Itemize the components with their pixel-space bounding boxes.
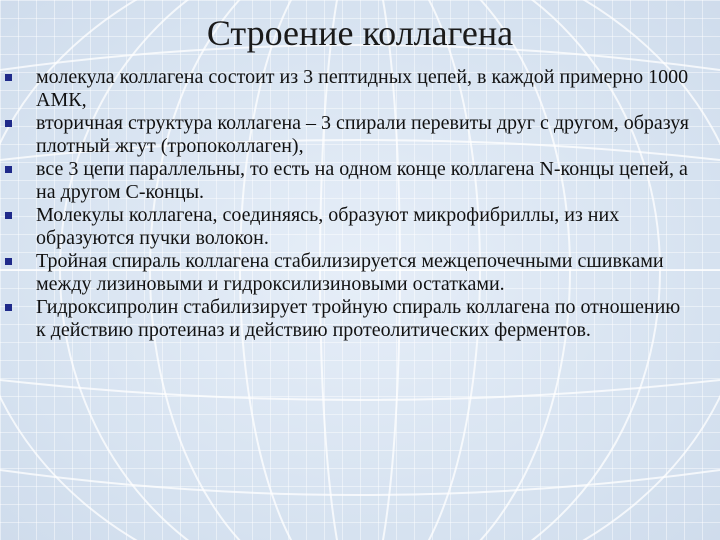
bullet-item bbox=[0, 66, 720, 112]
square-bullet-icon bbox=[5, 74, 12, 81]
bullet-item bbox=[0, 112, 720, 158]
bullet-item bbox=[0, 204, 720, 250]
square-bullet-icon bbox=[5, 212, 12, 219]
bullet-item bbox=[0, 158, 720, 204]
bullet-text: Молекулы коллагена, соединяясь, образуют микрофибриллы, из них образуются пучки волокон. bbox=[36, 204, 620, 249]
bullet-text: Тройная спираль коллагена стабилизируется межцепочечными сшивками между лизиновыми и гидроксилизиновыми остатками. bbox=[36, 250, 664, 295]
bullet-text: Гидроксипролин стабилизирует тройную спираль коллагена по отношению к действию протеиназ и действию протеолитических ферментов. bbox=[36, 296, 681, 341]
slide-title: Строение коллагена bbox=[206, 13, 514, 53]
square-bullet-icon bbox=[5, 258, 12, 265]
square-bullet-icon bbox=[5, 120, 12, 127]
bullet-item bbox=[0, 250, 720, 296]
bullet-list bbox=[0, 66, 720, 342]
bullet-item bbox=[0, 296, 720, 342]
bullet-text: все 3 цепи параллельны, то есть на одном конце коллагена N-концы цепей, а на другом С-концы. bbox=[36, 158, 688, 203]
bullet-text: молекула коллагена состоит из 3 пептидных цепей, в каждой примерно 1000 АМК, bbox=[36, 66, 689, 111]
square-bullet-icon bbox=[5, 304, 12, 311]
square-bullet-icon bbox=[5, 166, 12, 173]
bullet-text: вторичная структура коллагена – 3 спирали перевиты друг с другом, образуя плотный жгут (тропоколлаген), bbox=[36, 112, 689, 157]
